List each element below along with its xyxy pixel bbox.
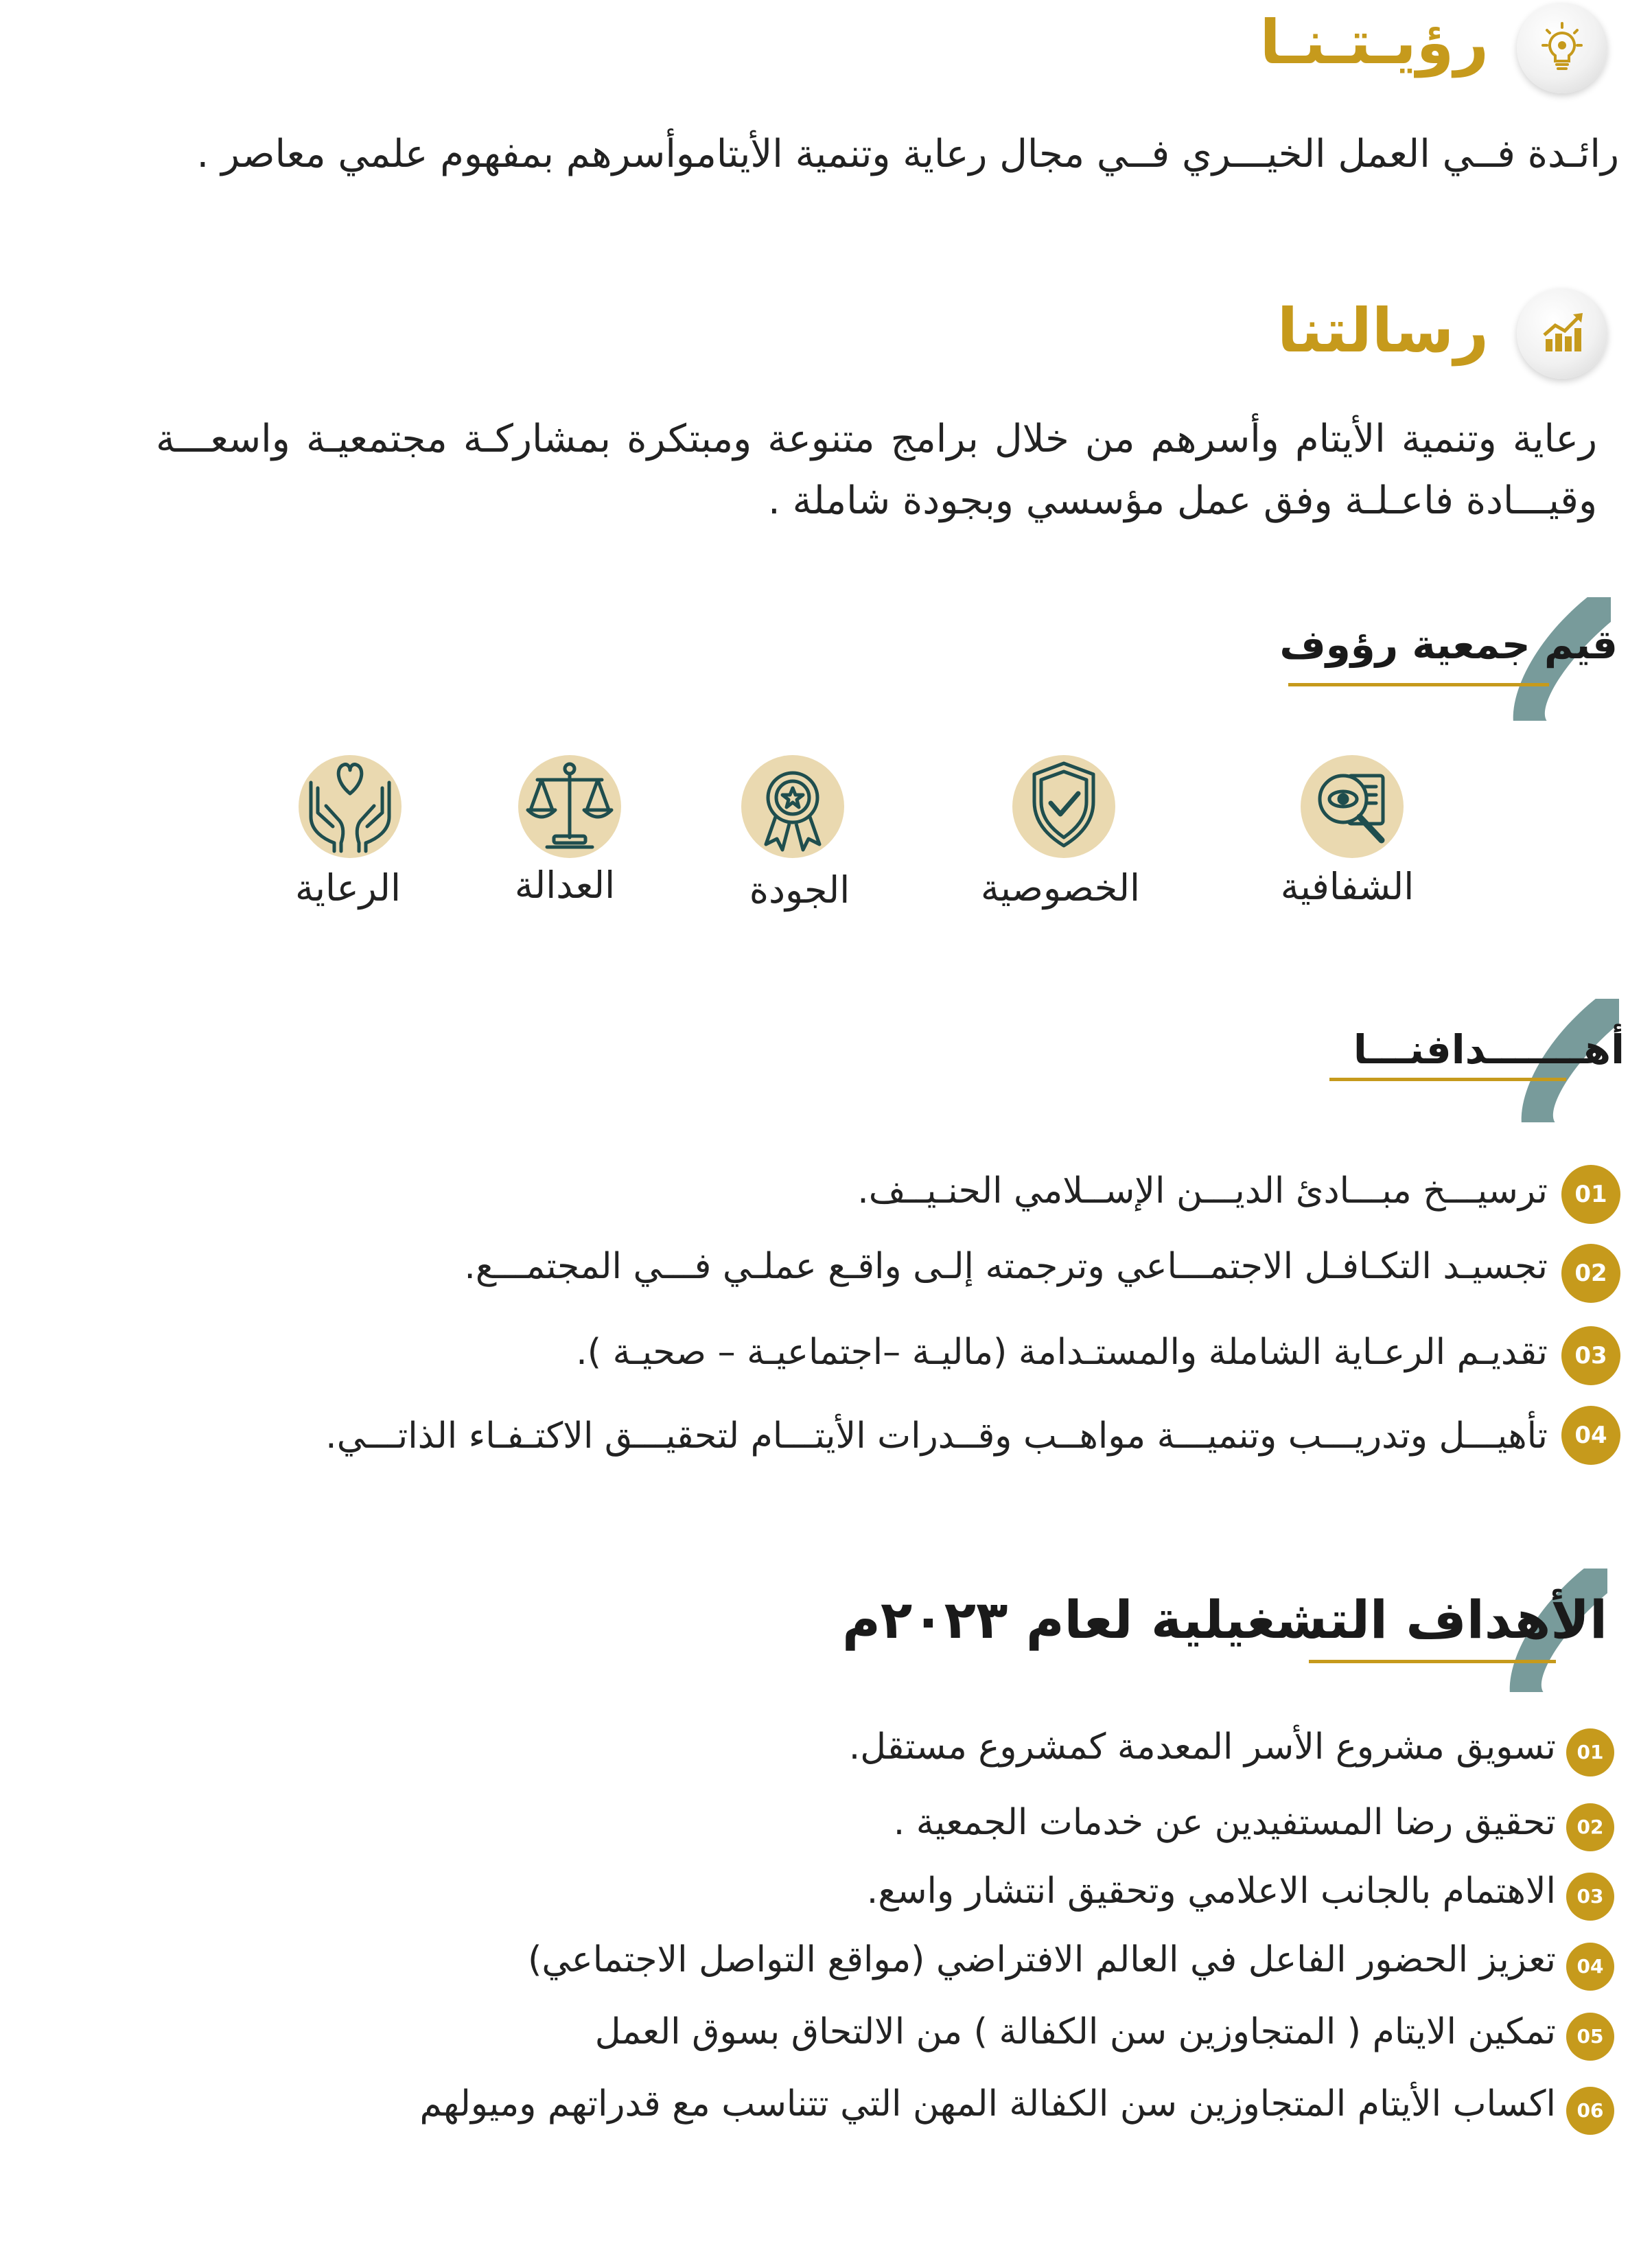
operational-item: تسويق مشروع الأسر المعدمة كمشروع مستقل. bbox=[848, 1726, 1556, 1768]
operational-item: تحقيق رضا المستفيدين عن خدمات الجمعية . bbox=[893, 1802, 1556, 1843]
operational-item: تعزيز الحضور الفاعل في العالم الافتراضي (مواقع التواصل الاجتماعي) bbox=[528, 1939, 1556, 1980]
operational-title: الأهداف التشغيلية لعام ٢٠٢٣م bbox=[842, 1589, 1607, 1650]
value-quality-label: الجودة bbox=[749, 868, 850, 912]
mission-text: رعاية وتنمية الأيتام وأسرهم من خلال برامج متنوعة ومبتكرة بمشاركـة مجتمعيـة واسعـــة وقيـــادة فاعـلـة وفق عمل مؤسسي وبجودة شاملة . bbox=[156, 417, 1597, 523]
shield-check-icon bbox=[1012, 755, 1115, 858]
magnifier-document-icon bbox=[1301, 755, 1404, 858]
operational-item: اكساب الأيتام المتجاوزين سن الكفالة المهن التي تتناسب مع قدراتهم وميولهم bbox=[419, 2083, 1556, 2125]
goal-number-badge: 03 bbox=[1561, 1326, 1620, 1385]
growth-chart-round-icon bbox=[1517, 288, 1607, 379]
operational-number-badge: 01 bbox=[1566, 1728, 1614, 1776]
value-care-circle bbox=[299, 755, 402, 858]
vision-text: رائـدة فــي العمل الخيـــري فــي مجال رعاية وتنمية الأيتاموأسرهم بمفهوم علمي معاصر . bbox=[196, 132, 1619, 176]
operational-number-badge: 03 bbox=[1566, 1873, 1614, 1921]
operational-underline bbox=[1309, 1660, 1556, 1663]
value-justice-label: العدالة bbox=[514, 864, 616, 907]
lightbulb-icon bbox=[1517, 3, 1607, 93]
lightbulb-round-icon bbox=[1517, 3, 1607, 93]
goals-underline bbox=[1329, 1078, 1566, 1081]
goal-item: تجسيـد التكـافـل الاجتمـــاعي وترجمته إلـى واقـع عملـي فـــي المجتمـــع. bbox=[464, 1246, 1548, 1287]
operational-item: تمكين الايتام ( المتجاوزين سن الكفالة ) من الالتحاق بسوق العمل bbox=[594, 2011, 1556, 2052]
scales-icon bbox=[518, 755, 621, 858]
hands-heart-icon bbox=[299, 755, 402, 858]
goal-item: ترسيـــخ مبـــادئ الديـــن الإســلامي الحنـيــف. bbox=[857, 1170, 1548, 1212]
values-title: قيم جمعية رؤوف bbox=[1279, 621, 1618, 668]
goal-item: تقديـم الرعـاية الشاملة والمستـدامة (ماليـة –اجتماعيـة – صحيـة ). bbox=[576, 1332, 1548, 1373]
mission-title: رسالتنا bbox=[1277, 295, 1489, 366]
goal-number-badge: 01 bbox=[1561, 1165, 1620, 1224]
goal-number-badge: 04 bbox=[1561, 1406, 1620, 1465]
goal-number-badge: 02 bbox=[1561, 1244, 1620, 1303]
operational-number-badge: 06 bbox=[1566, 2087, 1614, 2135]
goal-item: تأهيـــل وتدريـــب وتنميـــة مواهــب وقــدرات الأيتـــام لتحقيـــق الاكتـفـاء الذاتـــي. bbox=[325, 1415, 1548, 1457]
operational-number-badge: 02 bbox=[1566, 1803, 1614, 1851]
value-care-label: الرعاية bbox=[295, 866, 401, 910]
values-underline bbox=[1288, 683, 1549, 686]
value-transparency-label: الشفافية bbox=[1280, 865, 1415, 908]
goals-title: أهـــــــدافنـــا bbox=[1353, 1026, 1625, 1073]
operational-number-badge: 04 bbox=[1566, 1943, 1614, 1991]
growth-chart-icon bbox=[1517, 288, 1607, 379]
value-privacy-label: الخصوصية bbox=[980, 866, 1141, 910]
value-justice-circle bbox=[518, 755, 621, 858]
operational-number-badge: 05 bbox=[1566, 2013, 1614, 2061]
quality-badge-icon bbox=[741, 755, 844, 858]
vision-title: رؤيـتـنـا bbox=[1259, 7, 1489, 78]
value-privacy-circle bbox=[1012, 755, 1115, 858]
value-transparency-circle bbox=[1301, 755, 1404, 858]
value-quality-circle bbox=[741, 755, 844, 858]
operational-item: الاهتمام بالجانب الاعلامي وتحقيق انتشار واسع. bbox=[866, 1871, 1556, 1912]
